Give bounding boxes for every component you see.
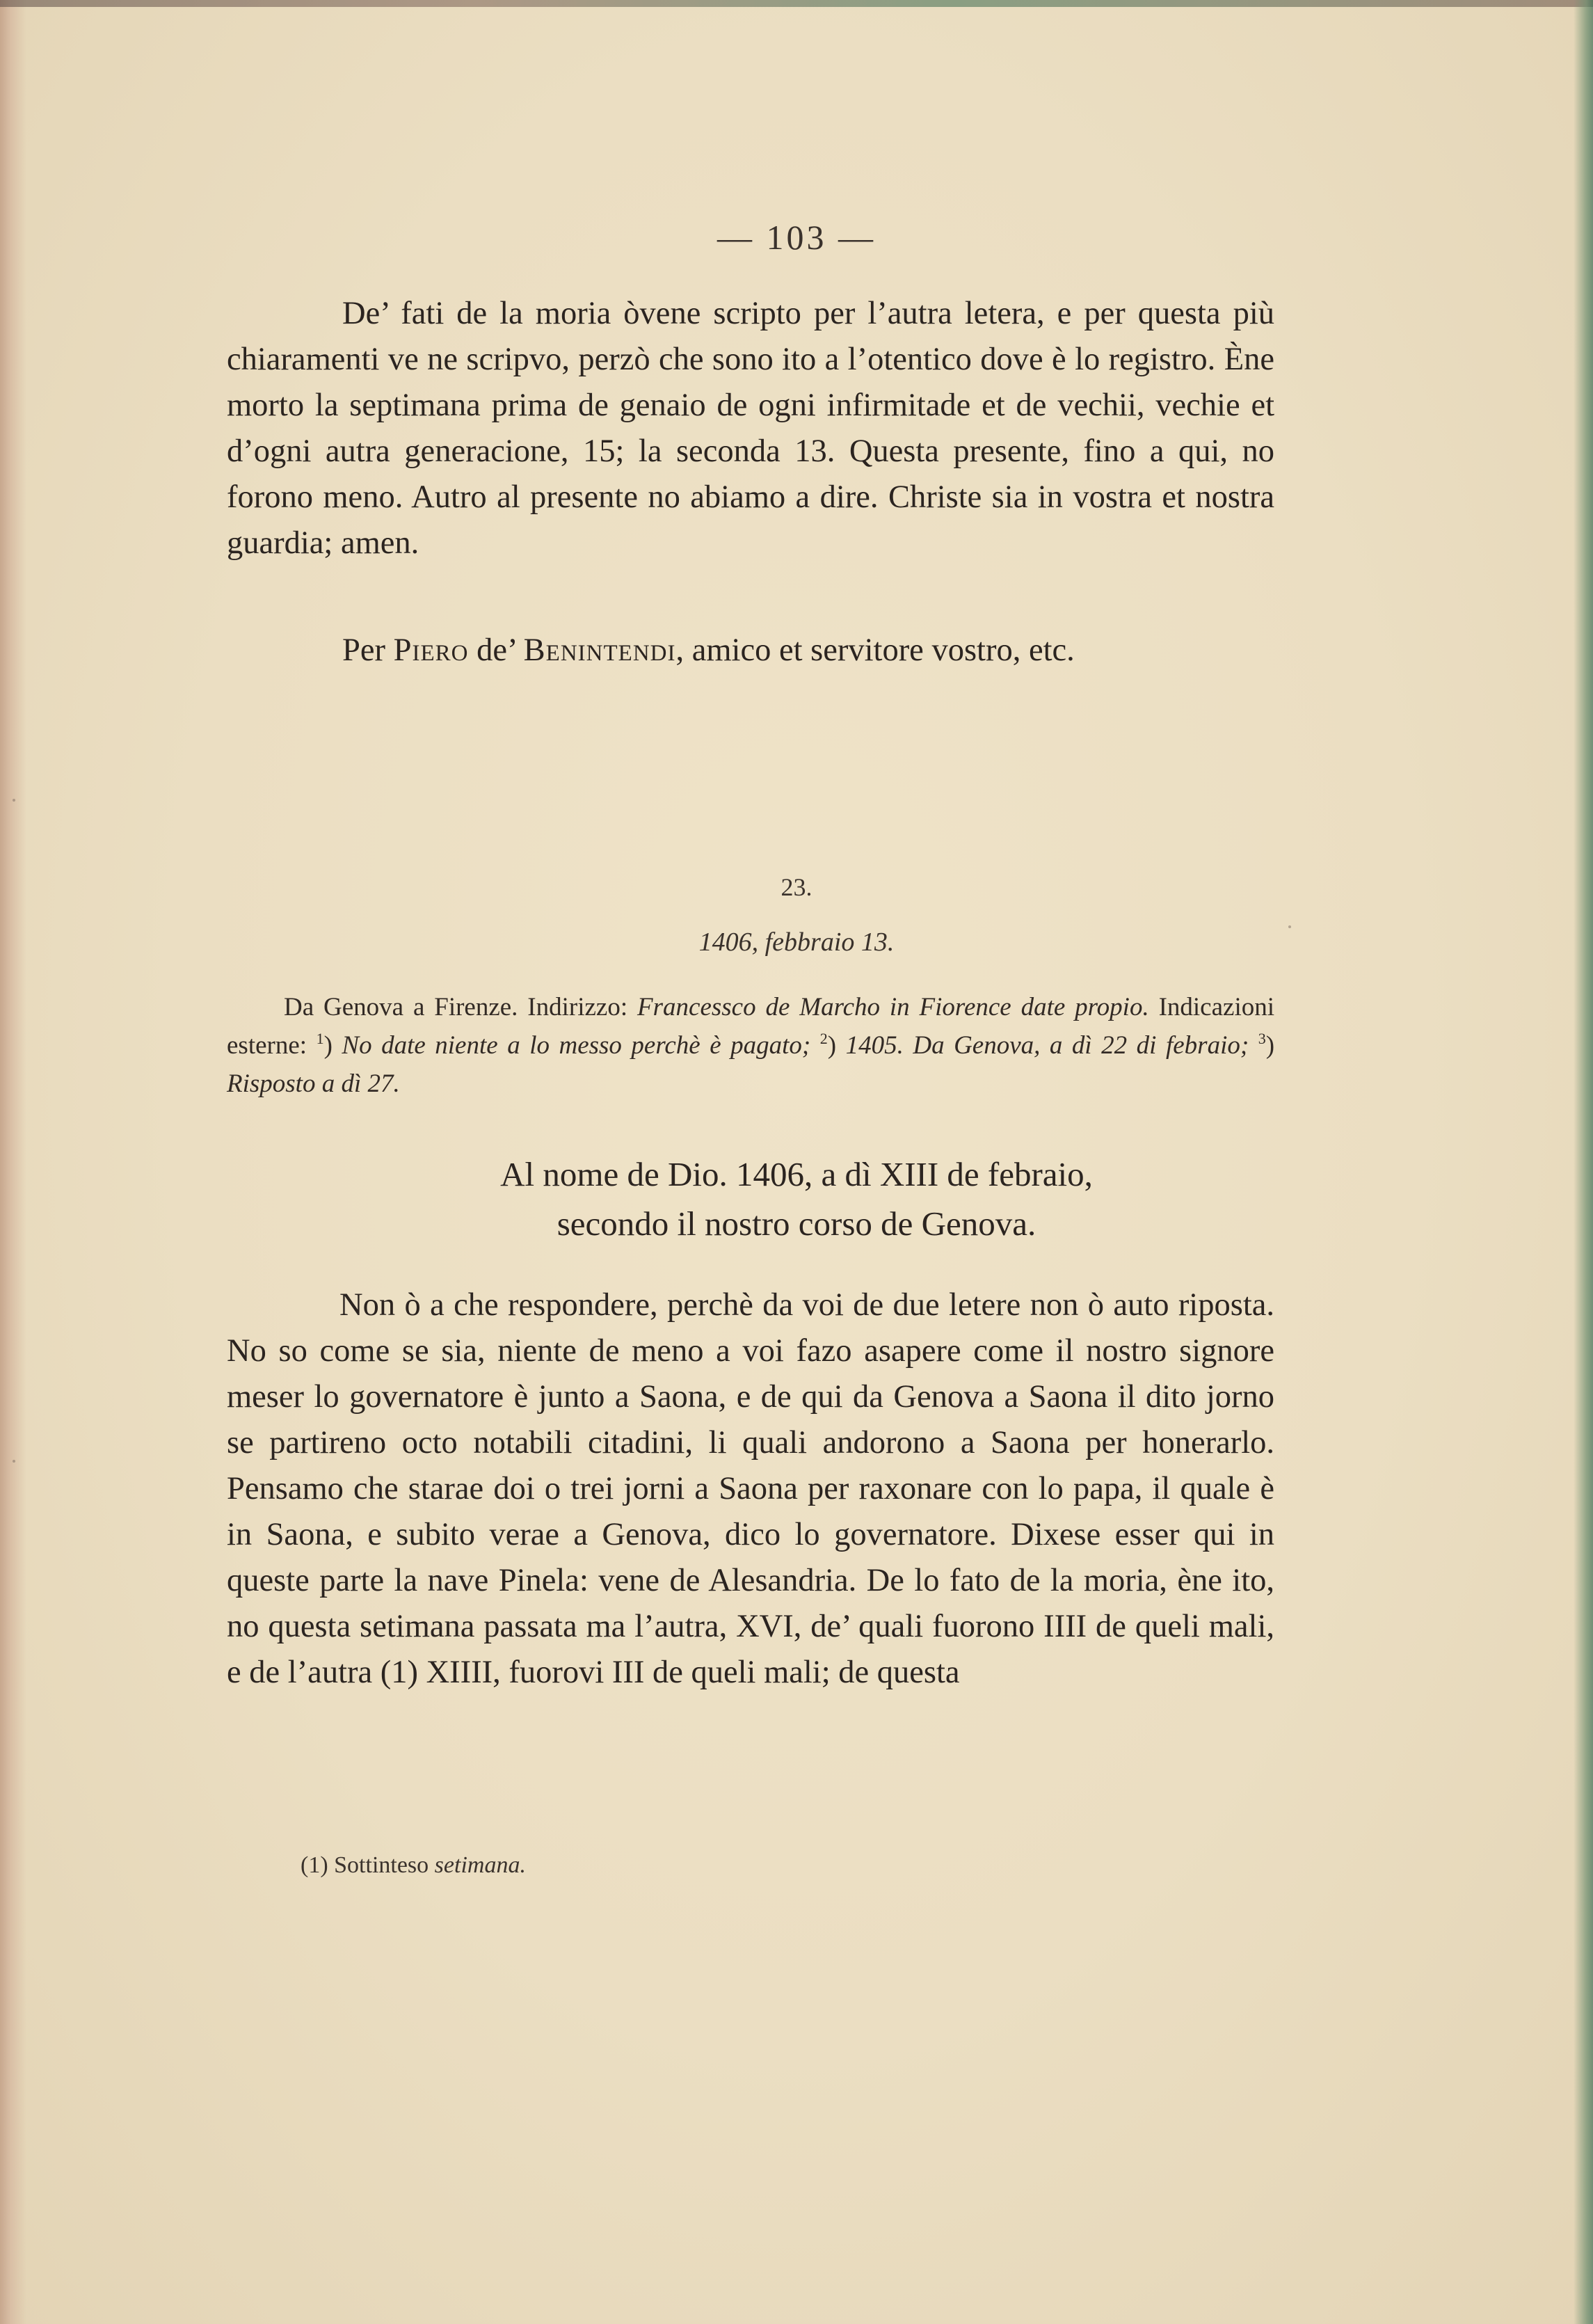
regest-address: Francessco de Marcho in Fiorence date propio. bbox=[637, 993, 1149, 1021]
document-date: 1406, febbraio 13. bbox=[698, 928, 895, 957]
signature-suffix: , amico et servitore vostro, etc. bbox=[675, 632, 1075, 668]
regest-external-note-3: Risposto a dì 27. bbox=[227, 1069, 400, 1098]
regest-external-note-2: 1405. Da Genova, a dì 22 di febraio; bbox=[845, 1031, 1249, 1060]
regest-note-marker-3: 3 bbox=[1258, 1030, 1266, 1047]
letter-heading-line-1: Al nome de Dio. 1406, a dì XIII de febraio, bbox=[500, 1155, 1093, 1193]
letter-signature bbox=[227, 628, 1274, 674]
paper-speck bbox=[13, 1460, 15, 1463]
regest-note-marker-1: 1 bbox=[316, 1030, 324, 1047]
regest-route: Da Genova a Firenze. Indirizzo: bbox=[284, 993, 638, 1021]
page-top-edge bbox=[0, 0, 1593, 7]
signature-surname: Benintendi bbox=[523, 632, 676, 668]
letter-body-paragraph: Non ò a che respondere, perchè da voi de due letere non ò auto riposta. No so come se sia, niente de meno a voi fazo asapere come il nostro signore meser lo governatore è junto a Saona, e de qui da Genova a Saona il dito jorno se partireno octo notabili citadini, li quali andorono a Saona per honerarlo. Pensamo che starae doi o trei jorni a Saona per raxonare con lo papa, il quale è in Saona, e subito verae a Genova, dico lo governatore. Dixese esser qui in queste parte la nave Pinela: vene de Alesandria. De lo fato de la moria, ène ito, no questa setimana passata ma l’autra, XVI, de’ quali fuorono IIII de queli mali, e de l’autra (1) XIIII, fuorovi III de queli mali; de questa bbox=[227, 1287, 1274, 1690]
document-number: 23. bbox=[781, 873, 812, 901]
footnote-word: setimana. bbox=[434, 1852, 526, 1878]
regest-note-marker-2: 2 bbox=[819, 1030, 828, 1047]
regest-external-label: Indicazioni esterne: bbox=[227, 993, 1275, 1060]
footnote-marker: (1) Sottinteso bbox=[301, 1852, 435, 1878]
footnote bbox=[301, 1852, 526, 1879]
signature-prefix: Per bbox=[342, 632, 394, 668]
document-regest: Da Genova a Firenze. Indirizzo: Francessco de Marcho in Fiorence date propio. Indicazioni esterne: $^1$) No date niente a lo messo perchè è pagato; $^2$) 1405. Da Genova, a dì 22 di febraio; $^3$) Risposto a dì 27. bbox=[227, 993, 1275, 1098]
signature-connector: de’ bbox=[468, 632, 524, 668]
regest-external-note-1: No date niente a lo messo perchè è pagato; bbox=[342, 1031, 811, 1060]
letter-heading bbox=[0, 1149, 1593, 1248]
page-number: — 103 — bbox=[717, 218, 876, 257]
paper-speck bbox=[13, 799, 15, 802]
signature-first-name: Piero bbox=[393, 632, 469, 668]
paper-speck bbox=[1288, 925, 1291, 928]
letter-heading-line-2: secondo il nostro corso de Genova. bbox=[557, 1204, 1036, 1243]
letter-closing-paragraph: De’ fati de la moria òvene scripto per l’autra letera, e per questa più chiaramenti ve ne scripvo, perzò che sono ito a l’otentico dove è lo registro. Ène morto la septimana prima de genaio de ogni infirmitade et de vechii, vechie et d’ogni autra generacione, 15; la seconda 13. Questa presente, fino a qui, no forono meno. Autro al presente no abiamo a dire. Christe sia in vostra et nostra guardia; amen. bbox=[227, 296, 1274, 561]
